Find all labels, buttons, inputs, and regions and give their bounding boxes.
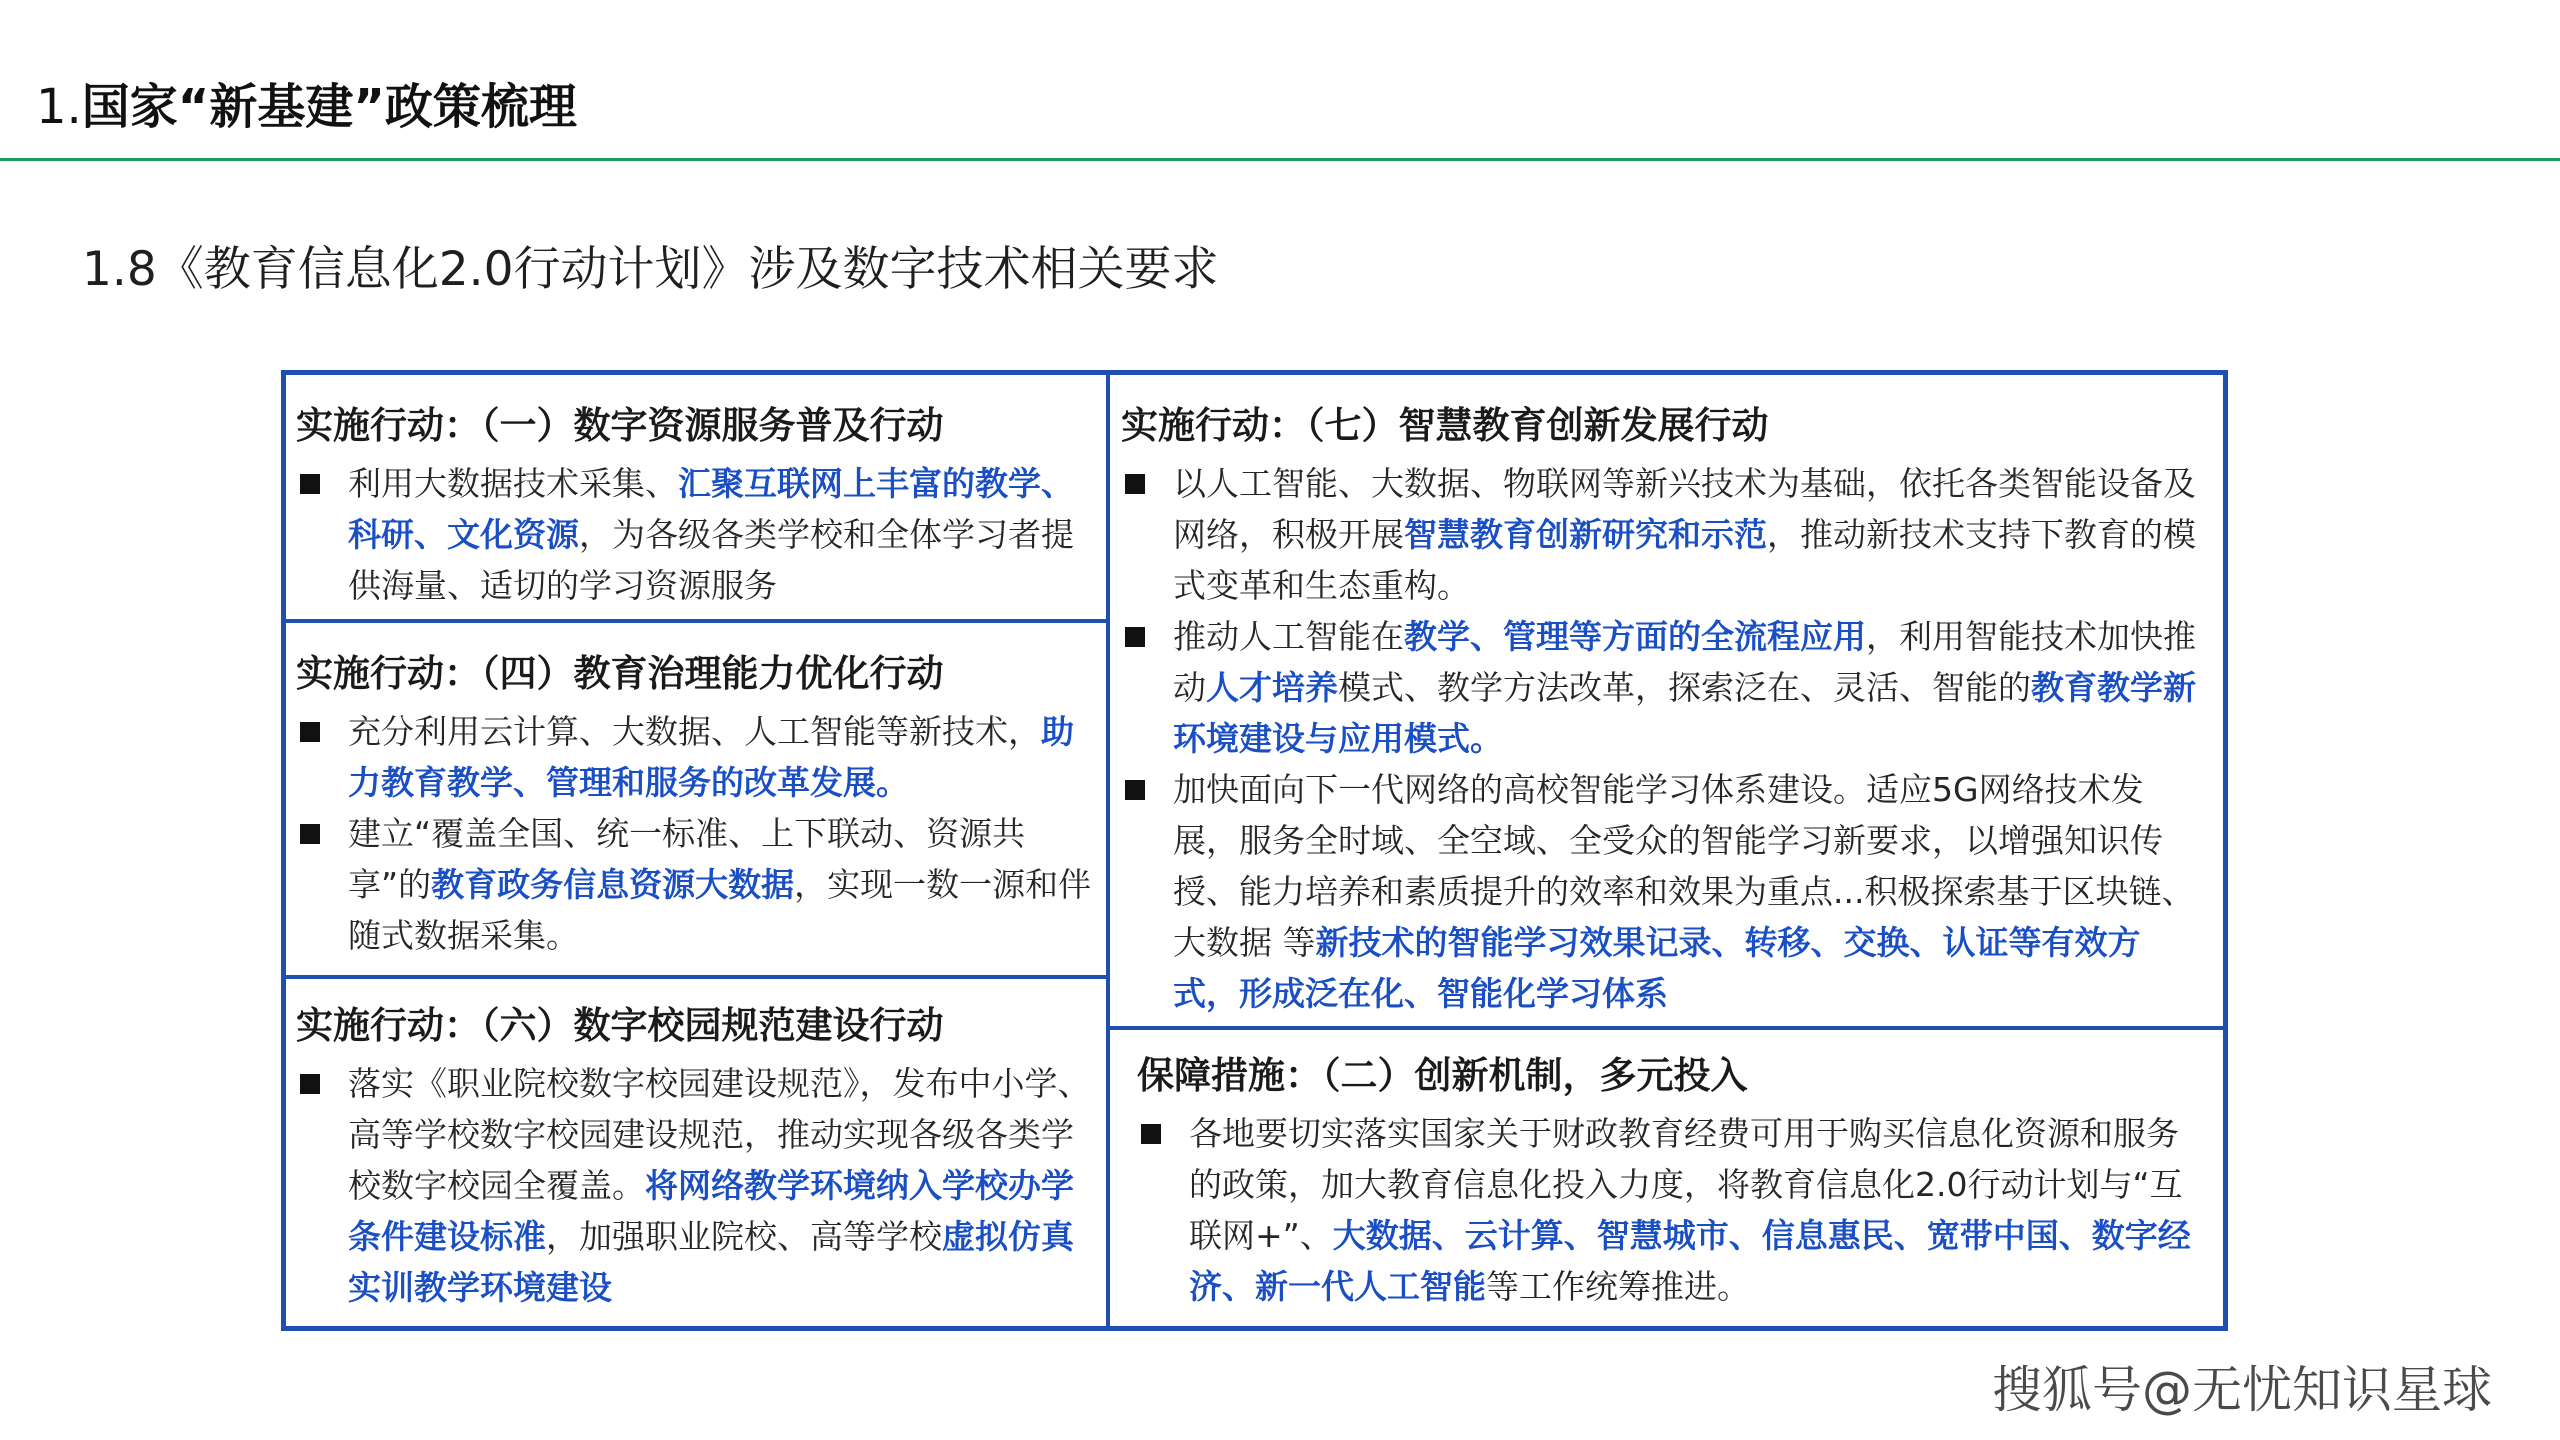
- bullet-item: [296, 808, 1096, 961]
- page-title: [36, 68, 577, 137]
- watermark: 搜狐号@无忧知识星球: [1992, 1361, 2492, 1419]
- highlighted-text: 教育教学新环境建设与应用模式。: [1173, 668, 2196, 758]
- highlighted-text: 教育政务信息资源大数据: [431, 865, 795, 904]
- highlighted-text: 教学、管理等方面的全流程应用: [1404, 617, 1866, 656]
- square-bullet-icon: [300, 1074, 320, 1094]
- bullet-item: [1121, 764, 2205, 1019]
- bullet-text: 落实《职业院校数字校园建设规范》，发布中小学、高等学校数字校园建设规范，推动实现各级各类学校数字校园全覆盖。: [348, 1064, 1091, 1205]
- title-rule: [0, 158, 2560, 161]
- bullet-item: [296, 706, 1096, 808]
- left-cell-1: [296, 400, 1096, 611]
- left-cell-2: [296, 648, 1096, 961]
- bullet-text: 各地要切实落实国家关于财政教育经费可用于购买信息化资源和服务的政策，加大教育信息化投入力度，将教育信息化2.0行动计划与“互联网+”、: [1189, 1114, 2183, 1255]
- bullet-item: [1121, 611, 2205, 764]
- bullet-text: 推动人工智能在: [1173, 617, 1404, 656]
- title-number: 1.: [36, 79, 82, 135]
- bullet-text: 充分利用云计算、大数据、人工智能等新技术，: [348, 712, 1041, 751]
- square-bullet-icon: [1125, 780, 1145, 800]
- square-bullet-icon: [300, 722, 320, 742]
- section-subtitle: 1.8《教育信息化2.0行动计划》涉及数字技术相关要求: [82, 242, 1219, 297]
- bullet-text: ，利用智能技术加快推动: [1173, 617, 2196, 707]
- square-bullet-icon: [1141, 1124, 1161, 1144]
- highlighted-text: 汇聚互联网上丰富的教学、科研、文化资源: [348, 464, 1074, 554]
- bullet-text: 模式、教学方法改革，探索泛在、灵活、智能的: [1338, 668, 2031, 707]
- bullet-text: 加快面向下一代网络的高校智能学习体系建设。适应5G网络技术发展，服务全时域、全空域、全受众的智能学习新要求，以增强知识传授、能力培养和素质提升的效率和效果为重点...积极探索基于区块链、大数据 等: [1173, 770, 2195, 962]
- left-cell-3: [296, 1000, 1096, 1313]
- bullet-text: 等工作统筹推进。: [1486, 1267, 1750, 1306]
- highlighted-text: 人才培养: [1206, 668, 1338, 707]
- square-bullet-icon: [1125, 474, 1145, 494]
- bullet-text: ，实现一数一源和伴随式数据采集。: [348, 865, 1092, 955]
- right-row-divider: [1106, 1026, 2228, 1030]
- square-bullet-icon: [300, 474, 320, 494]
- bullet-text: 利用大数据技术采集、: [348, 464, 678, 503]
- bullet-item: [296, 1058, 1096, 1313]
- column-divider: [1106, 370, 1110, 1331]
- bullet-text: ，为各级各类学校和全体学习者提供海量、适切的学习资源服务: [348, 515, 1074, 605]
- highlighted-text: 大数据、云计算、智慧城市、信息惠民、宽带中国、数字经济、新一代人工智能: [1189, 1216, 2191, 1306]
- cell-heading: 保障措施：（二）创新机制，多元投入: [1137, 1054, 1748, 1097]
- highlighted-text: 将网络教学环境纳入学校办学条件建设标准: [348, 1166, 1074, 1256]
- bullet-text: ，加强职业院校、高等学校: [546, 1217, 942, 1256]
- highlighted-text: 助力教育教学、管理和服务的改革发展。: [348, 712, 1074, 802]
- right-cell-1: [1121, 400, 2205, 1019]
- cell-heading: 实施行动：（六）数字校园规范建设行动: [296, 1004, 944, 1047]
- highlighted-text: 虚拟仿真实训教学环境建设: [348, 1217, 1074, 1307]
- right-cell-2: [1137, 1050, 2207, 1312]
- bullet-text: 以人工智能、大数据、物联网等新兴技术为基础，依托各类智能设备及网络，积极开展: [1173, 464, 2196, 554]
- cell-heading: 实施行动：（四）教育治理能力优化行动: [296, 652, 944, 695]
- highlighted-text: 智慧教育创新研究和示范: [1404, 515, 1767, 554]
- bullet-text: 建立“覆盖全国、统一标准、上下联动、资源共享”的: [348, 814, 1026, 904]
- bullet-text: ，推动新技术支持下教育的模式变革和生态重构。: [1173, 515, 2196, 605]
- title-text: 国家“新基建”政策梳理: [81, 79, 577, 135]
- bullet-item: [1137, 1108, 2207, 1312]
- bullet-item: [1121, 458, 2205, 611]
- cell-heading: 实施行动：（一）数字资源服务普及行动: [296, 404, 944, 447]
- bullet-item: [296, 458, 1096, 611]
- left-row-divider-1: [281, 619, 1108, 623]
- left-row-divider-2: [281, 975, 1108, 979]
- highlighted-text: 新技术的智能学习效果记录、转移、交换、认证等有效方式，形成泛在化、智能化学习体系: [1173, 923, 2141, 1013]
- square-bullet-icon: [300, 824, 320, 844]
- cell-heading: 实施行动：（七）智慧教育创新发展行动: [1121, 404, 1769, 447]
- square-bullet-icon: [1125, 627, 1145, 647]
